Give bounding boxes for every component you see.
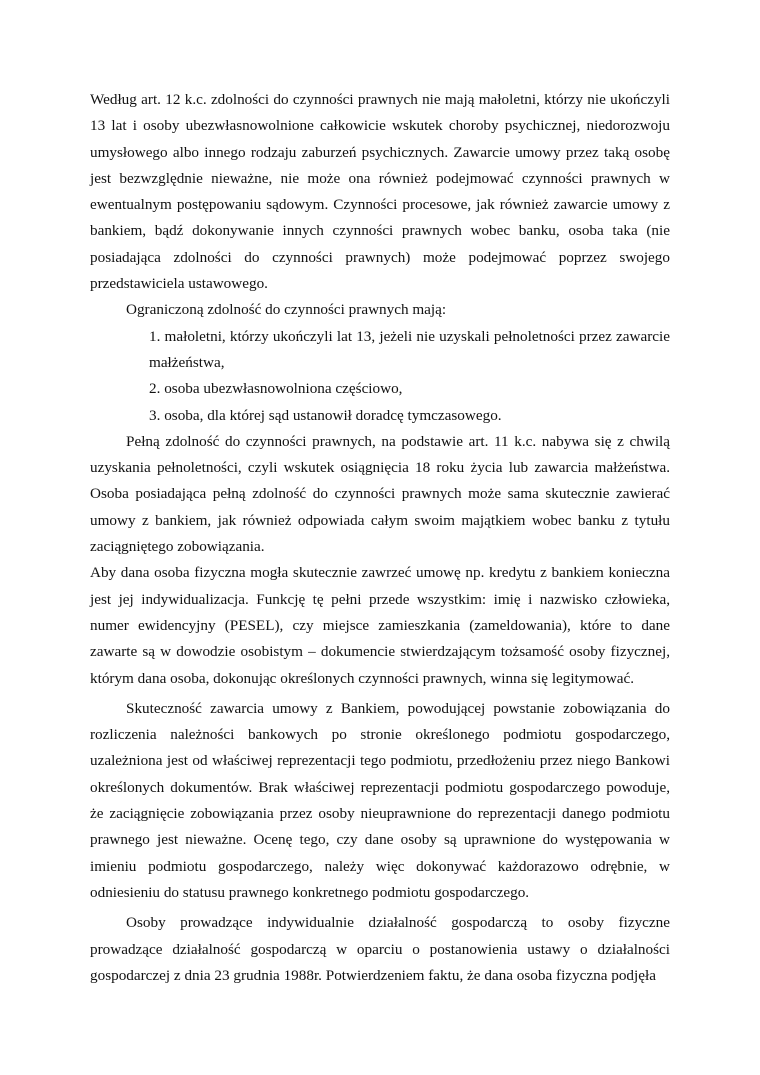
limited-capacity-list (90, 324, 670, 429)
list-item: 2. osoba ubezwłasnowolniona częściowo, (149, 380, 403, 398)
paragraph-legal-capacity-none: Według art. 12 k.c. zdolności do czynności prawnych nie mają małoletni, którzy nie ukończyli 13 lat i osoby ubezwłasnowolnione całkowicie wskutek choroby psychicznej, niedorozwoju umysłowego albo innego rodzaju zaburzeń psychicznych. Zawarcie umowy przez taką osobę jest bezwzględnie nieważne, nie może ona również podejmować czynności prawnych w ewentualnym postępowaniu sądowym. Czynności procesowe, jak również zawarcie umowy z bankiem, bądź dokonywanie innych czynności prawnych wobec banku, osoba taka (nie posiadająca zdolności do czynności prawnych) może podejmować poprzez swojego przedstawiciela ustawowego. (90, 91, 670, 293)
paragraph-full-capacity: Pełną zdolność do czynności prawnych, na podstawie art. 11 k.c. nabywa się z chwilą uzyskania pełnoletności, czyli wskutek osiągnięcia 18 roku życia lub zawarcia małżeństwa. Osoba posiadająca pełną zdolność do czynności prawnych może sama skutecznie zawierać umowy z bankiem, jak również odpowiada całym swoim majątkiem wobec banku z tytułu zaciągniętego zobowiązania. (90, 432, 670, 556)
paragraph-identification: Aby dana osoba fizyczna mogła skutecznie zawrzeć umowę np. kredytu z bankiem konieczna jest jej indywidualizacja. Funkcję tę pełni przede wszystkim: imię i nazwisko człowieka, numer ewidencyjny (PESEL), czy miejsce zamieszkania (zameldowania), które to dane zawarte są w dowodzie osobistym – dokumencie stwierdzającym tożsamość osoby fizycznej, którym dana osoba, dokonując określonych czynności prawnych, winna się legitymować. (90, 564, 670, 687)
paragraph-sole-proprietors: Osoby prowadzące indywidualnie działalność gospodarczą to osoby fizyczne prowadzące działalność gospodarczą w oparciu o postanowienia ustawy o działalności gospodarczej z dnia 23 grudnia 1988r. Potwierdzeniem faktu, że dana osoba fizyczna podjęła (90, 914, 670, 984)
paragraph-limited-capacity-intro: Ograniczoną zdolność do czynności prawnych mają: (126, 301, 447, 319)
list-item: 3. osoba, dla której sąd ustanowił doradcę tymczasowego. (149, 406, 502, 424)
paragraph-representation: Skuteczność zawarcia umowy z Bankiem, powodującej powstanie zobowiązania do rozliczenia należności bankowych po stronie określonego podmiotu gospodarczego, uzależniona jest od właściwej reprezentacji tego podmiotu, przedłożeniu przez niego Bankowi określonych dokumentów. Brak właściwej reprezentacji podmiotu gospodarczego powoduje, że zaciągnięcie zobowiązania przez osoby nieuprawnione do reprezentacji danego podmiotu prawnego jest nieważne. Ocenę tego, czy dane osoby są uprawnione do występowania w imieniu podmiotu gospodarczego, należy więc dokonywać każdorazowo odrębnie, w odniesieniu do statusu prawnego konkretnego podmiotu gospodarczego. (90, 699, 670, 901)
document-body (90, 87, 670, 989)
list-item: 1. małoletni, którzy ukończyli lat 13, jeżeli nie uzyskali pełnoletności przez zawarcie małżeństwa, (149, 327, 670, 371)
